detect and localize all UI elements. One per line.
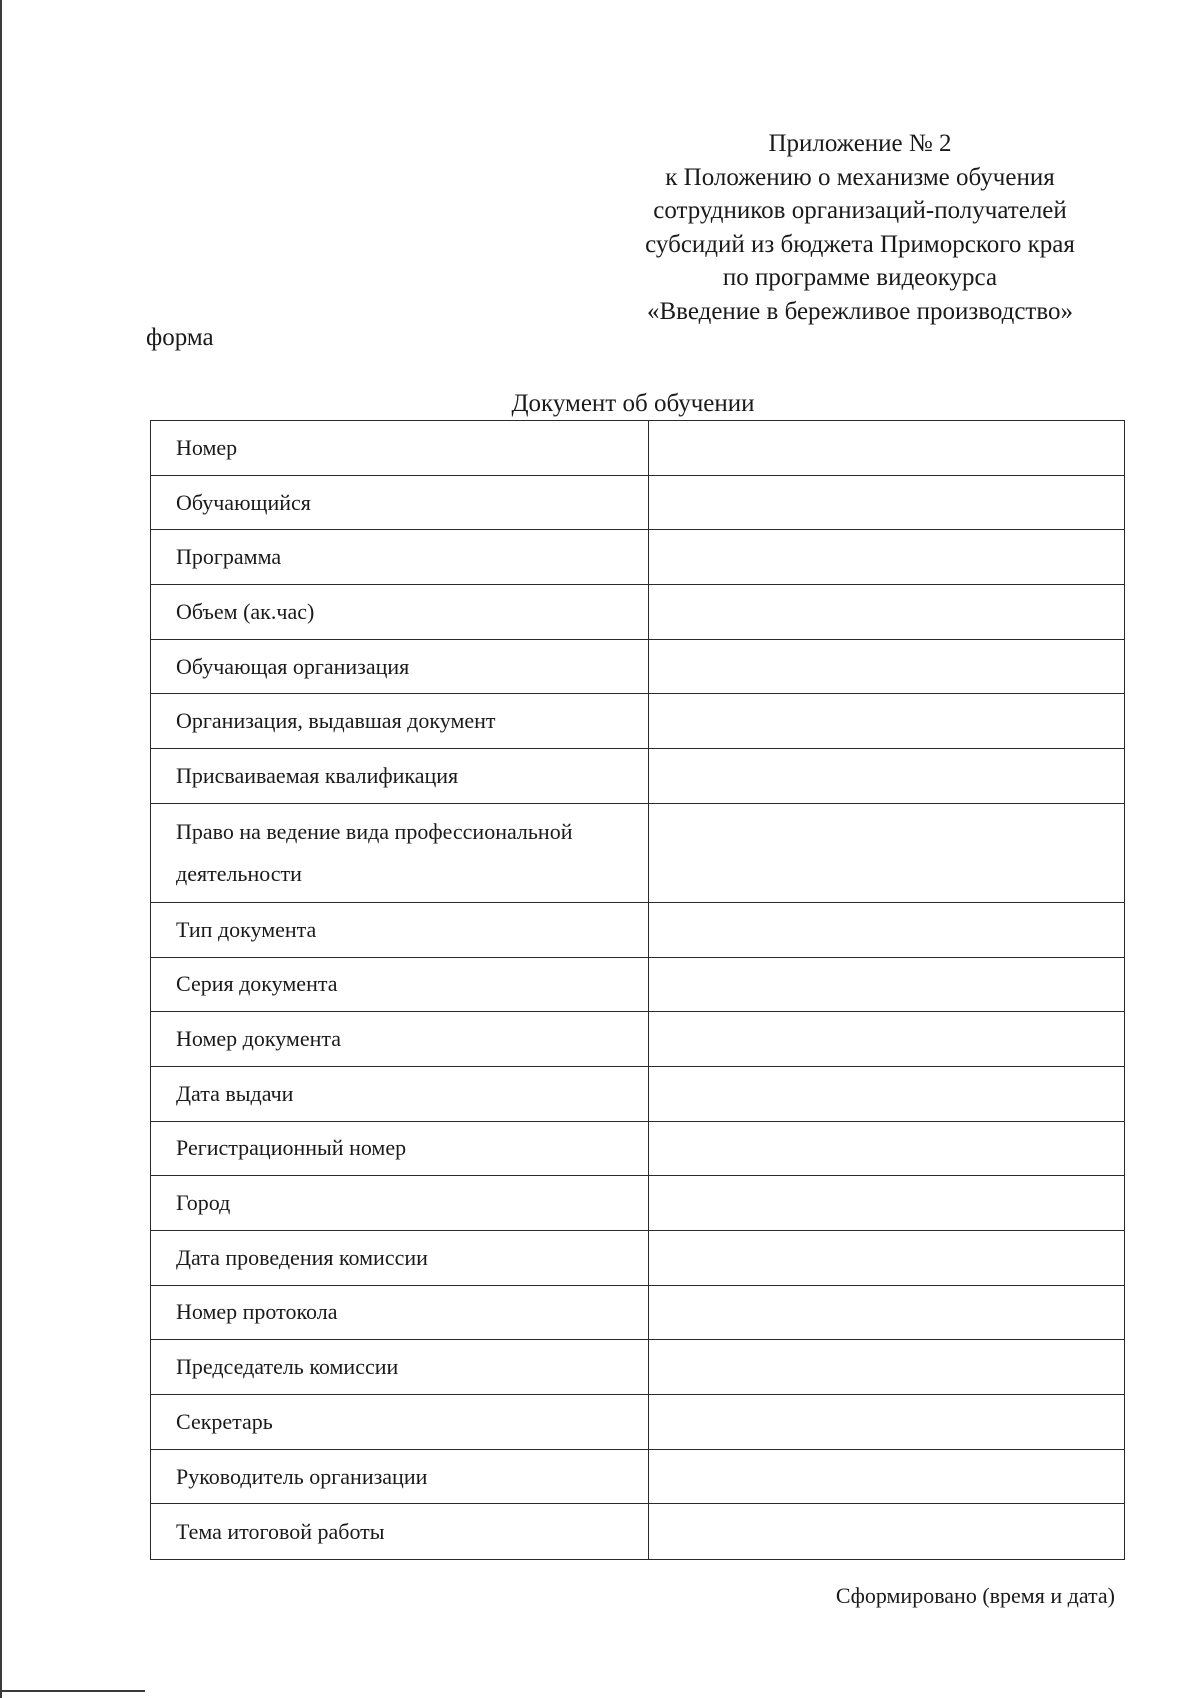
row-value-empty	[649, 749, 1124, 803]
row-label: Тема итоговой работы	[151, 1504, 649, 1559]
row-value-empty	[649, 1012, 1124, 1066]
row-value-empty	[649, 804, 1124, 902]
table-row	[151, 903, 1124, 958]
table-row	[151, 1176, 1124, 1231]
appendix-line: сотрудников организаций-получателей	[653, 197, 1067, 224]
table-row	[151, 1012, 1124, 1067]
table-row	[151, 421, 1124, 476]
table-row	[151, 958, 1124, 1013]
table-row	[151, 1504, 1124, 1559]
training-document-table	[150, 420, 1125, 1560]
form-label: форма	[146, 324, 214, 351]
row-label: Программа	[151, 530, 649, 584]
row-value-empty	[649, 1450, 1124, 1504]
row-value-empty	[649, 1176, 1124, 1230]
table-row	[151, 1231, 1124, 1286]
appendix-line: субсидий из бюджета Приморского края	[645, 230, 1075, 258]
table-row	[151, 694, 1124, 749]
row-value-empty	[649, 1122, 1124, 1176]
table-row	[151, 476, 1124, 531]
table-row	[151, 640, 1124, 695]
row-label: Номер протокола	[151, 1286, 649, 1340]
table-row	[151, 804, 1124, 903]
row-label: Секретарь	[151, 1395, 649, 1449]
scan-edge-left	[0, 0, 2, 1698]
table-row	[151, 1067, 1124, 1122]
row-value-empty	[649, 1504, 1124, 1559]
table-row	[151, 1122, 1124, 1177]
appendix-number: Приложение № 2	[768, 130, 952, 157]
row-value-empty	[649, 585, 1124, 639]
row-value-empty	[649, 476, 1124, 530]
table-row	[151, 1395, 1124, 1450]
row-value-empty	[649, 694, 1124, 748]
row-label: Присваиваемая квалификация	[151, 749, 649, 803]
row-label: Председатель комиссии	[151, 1340, 649, 1394]
row-value-empty	[649, 1067, 1124, 1121]
row-label: Номер	[151, 421, 649, 475]
appendix-line: «Введение в бережливое производство»	[647, 297, 1073, 325]
generated-timestamp-note: Сформировано (время и дата)	[835, 1583, 1115, 1608]
row-label: Серия документа	[151, 958, 649, 1012]
row-label: Номер документа	[151, 1012, 649, 1066]
row-value-empty	[649, 903, 1124, 957]
row-label: Тип документа	[151, 903, 649, 957]
row-label: Город	[151, 1176, 649, 1230]
document-title: Документ об обучении	[511, 390, 755, 417]
table-row	[151, 749, 1124, 804]
table-row	[151, 1450, 1124, 1505]
row-label: Объем (ак.час)	[151, 585, 649, 639]
row-label: Регистрационный номер	[151, 1122, 649, 1176]
table-row	[151, 530, 1124, 585]
scan-edge-bottom	[0, 1690, 145, 1692]
row-label: Право на ведение вида профессиональной деятельности	[151, 804, 649, 902]
appendix-line: по программе видеокурса	[722, 264, 998, 291]
row-value-empty	[649, 1231, 1124, 1285]
row-value-empty	[649, 958, 1124, 1012]
row-value-empty	[649, 640, 1124, 694]
row-label: Обучающая организация	[151, 640, 649, 694]
row-label: Обучающийся	[151, 476, 649, 530]
table-row	[151, 1286, 1124, 1341]
row-value-empty	[649, 530, 1124, 584]
row-label: Дата проведения комиссии	[151, 1231, 649, 1285]
appendix-header	[600, 127, 1120, 328]
appendix-line: к Положению о механизме обучения	[665, 163, 1055, 191]
row-label: Организация, выдавшая документ	[151, 694, 649, 748]
table-row	[151, 1340, 1124, 1395]
row-value-empty	[649, 1395, 1124, 1449]
row-label: Дата выдачи	[151, 1067, 649, 1121]
row-value-empty	[649, 421, 1124, 475]
row-value-empty	[649, 1340, 1124, 1394]
row-label: Руководитель организации	[151, 1450, 649, 1504]
table-row	[151, 585, 1124, 640]
row-value-empty	[649, 1286, 1124, 1340]
